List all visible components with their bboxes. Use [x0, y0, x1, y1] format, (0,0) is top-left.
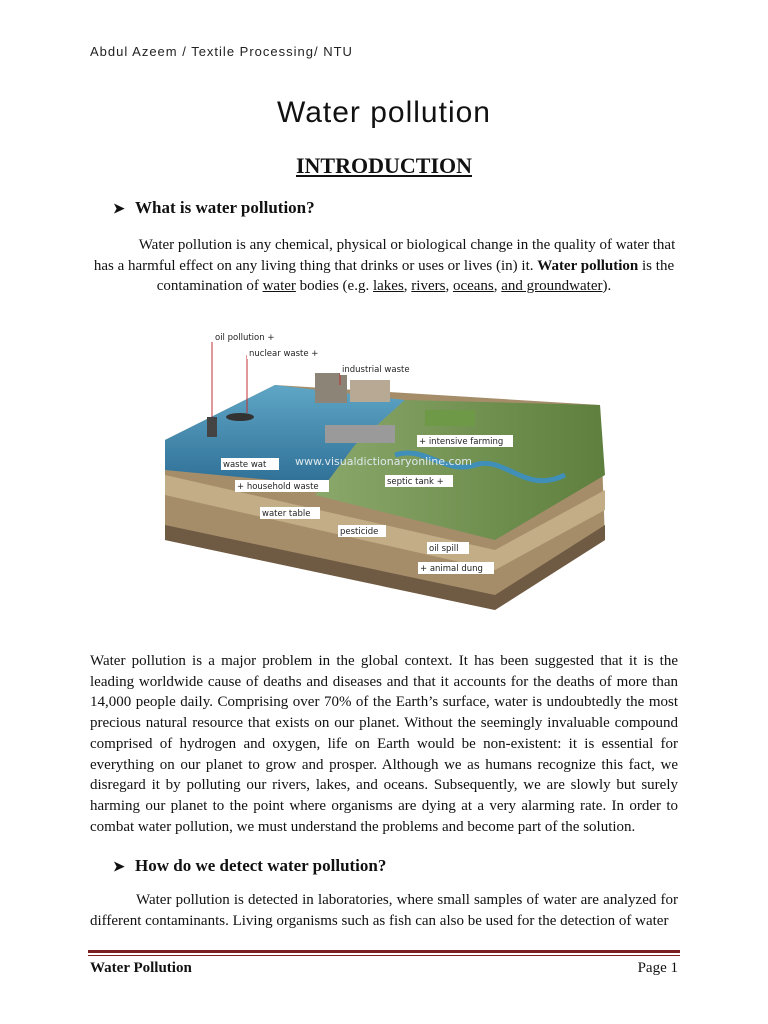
link-water[interactable]: water	[262, 278, 296, 295]
document-title: Water pollution	[277, 96, 491, 129]
footer-title: Water Pollution	[90, 960, 192, 976]
link-lakes[interactable]: lakes	[372, 278, 404, 295]
label-waste-water: waste wat	[223, 460, 267, 470]
label-pesticide: pesticide	[340, 527, 379, 537]
section-heading-text: What is water pollution?	[135, 198, 315, 217]
label-animal-dung: + animal dung	[420, 564, 483, 574]
link-oceans[interactable]: oceans	[452, 278, 494, 295]
body-paragraph: Water pollution is a major problem in the global context. It has been suggested that it is the leading worldwide cause of deaths and diseases and that it accounts for the deaths of more than 14,000 people daily. Comprising over 70% of the Earth’s surface, water is undoubtedly the most precious natural resource that exists on our planet. Without the seemingly invaluable compound comprised of hydrogen and oxygen, life on Earth would be non-existent: it is essential for everything on our planet to grow and prosper. Although we as humans recognize this fact, we disregard it by polluting our rivers, lakes, and oceans. Subsequently, we are slowly but surely harming our planet to the point where organisms are dying at a very alarming rate. In order to combat water pollution, we must understand the problems and become part of the solution.	[90, 653, 678, 835]
section-heading-what	[113, 198, 315, 218]
footer-rule-thin	[88, 955, 680, 956]
label-septic-tank: septic tank +	[387, 477, 444, 487]
link-groundwater[interactable]: and groundwater	[501, 278, 603, 295]
link-rivers[interactable]: rivers	[411, 278, 446, 295]
label-industrial-waste: industrial waste	[342, 365, 410, 375]
label-oil-spill: oil spill	[429, 544, 459, 554]
page-header: Abdul Azeem / Textile Processing/ NTU	[90, 44, 353, 59]
separator: ,	[403, 278, 412, 295]
oil-rig	[207, 417, 217, 437]
definition-end: ).	[602, 278, 612, 295]
section-heading-detect	[113, 856, 386, 876]
water-pollution-diagram	[165, 325, 605, 610]
tanker-ship	[226, 413, 254, 421]
introduction-heading: INTRODUCTION	[295, 153, 473, 178]
factory-building	[315, 373, 347, 403]
farm-field	[425, 410, 475, 426]
arrow-bullet-icon: ➤	[113, 202, 125, 217]
label-household-waste: + household waste	[237, 482, 319, 492]
definition-text: Water pollution is any chemical, physical or biological change in the quality of water that has a harmful effect on any living thing that drinks or uses or lives (in) it.	[93, 237, 676, 274]
arrow-bullet-icon: ➤	[113, 860, 125, 875]
definition-bold: Water pollution	[537, 257, 639, 274]
label-nuclear-waste: nuclear waste +	[249, 349, 319, 359]
factory-building	[350, 380, 390, 402]
town-buildings	[325, 425, 395, 443]
label-water-table: water table	[262, 509, 311, 519]
definition-text-b: is the contamination of	[156, 257, 675, 295]
label-oil-pollution: oil pollution +	[215, 333, 275, 343]
section-heading-text: How do we detect water pollution?	[135, 856, 387, 875]
watermark: www.visualdictionaryonline.com	[295, 455, 473, 468]
label-intensive-farming: + intensive farming	[419, 437, 504, 447]
page-number: Page 1	[637, 960, 678, 976]
separator: ,	[493, 278, 502, 295]
detection-paragraph	[90, 890, 678, 931]
separator: ,	[445, 278, 453, 295]
detection-text: Water pollution is detected in laboratories, where small samples of water are analyzed for different contaminants. Living organisms such as fish can also be used for the detection of water	[90, 892, 678, 929]
definition-text-c: bodies (e.g.	[295, 278, 373, 295]
footer-rule	[88, 950, 680, 953]
definition-paragraph	[90, 235, 678, 297]
